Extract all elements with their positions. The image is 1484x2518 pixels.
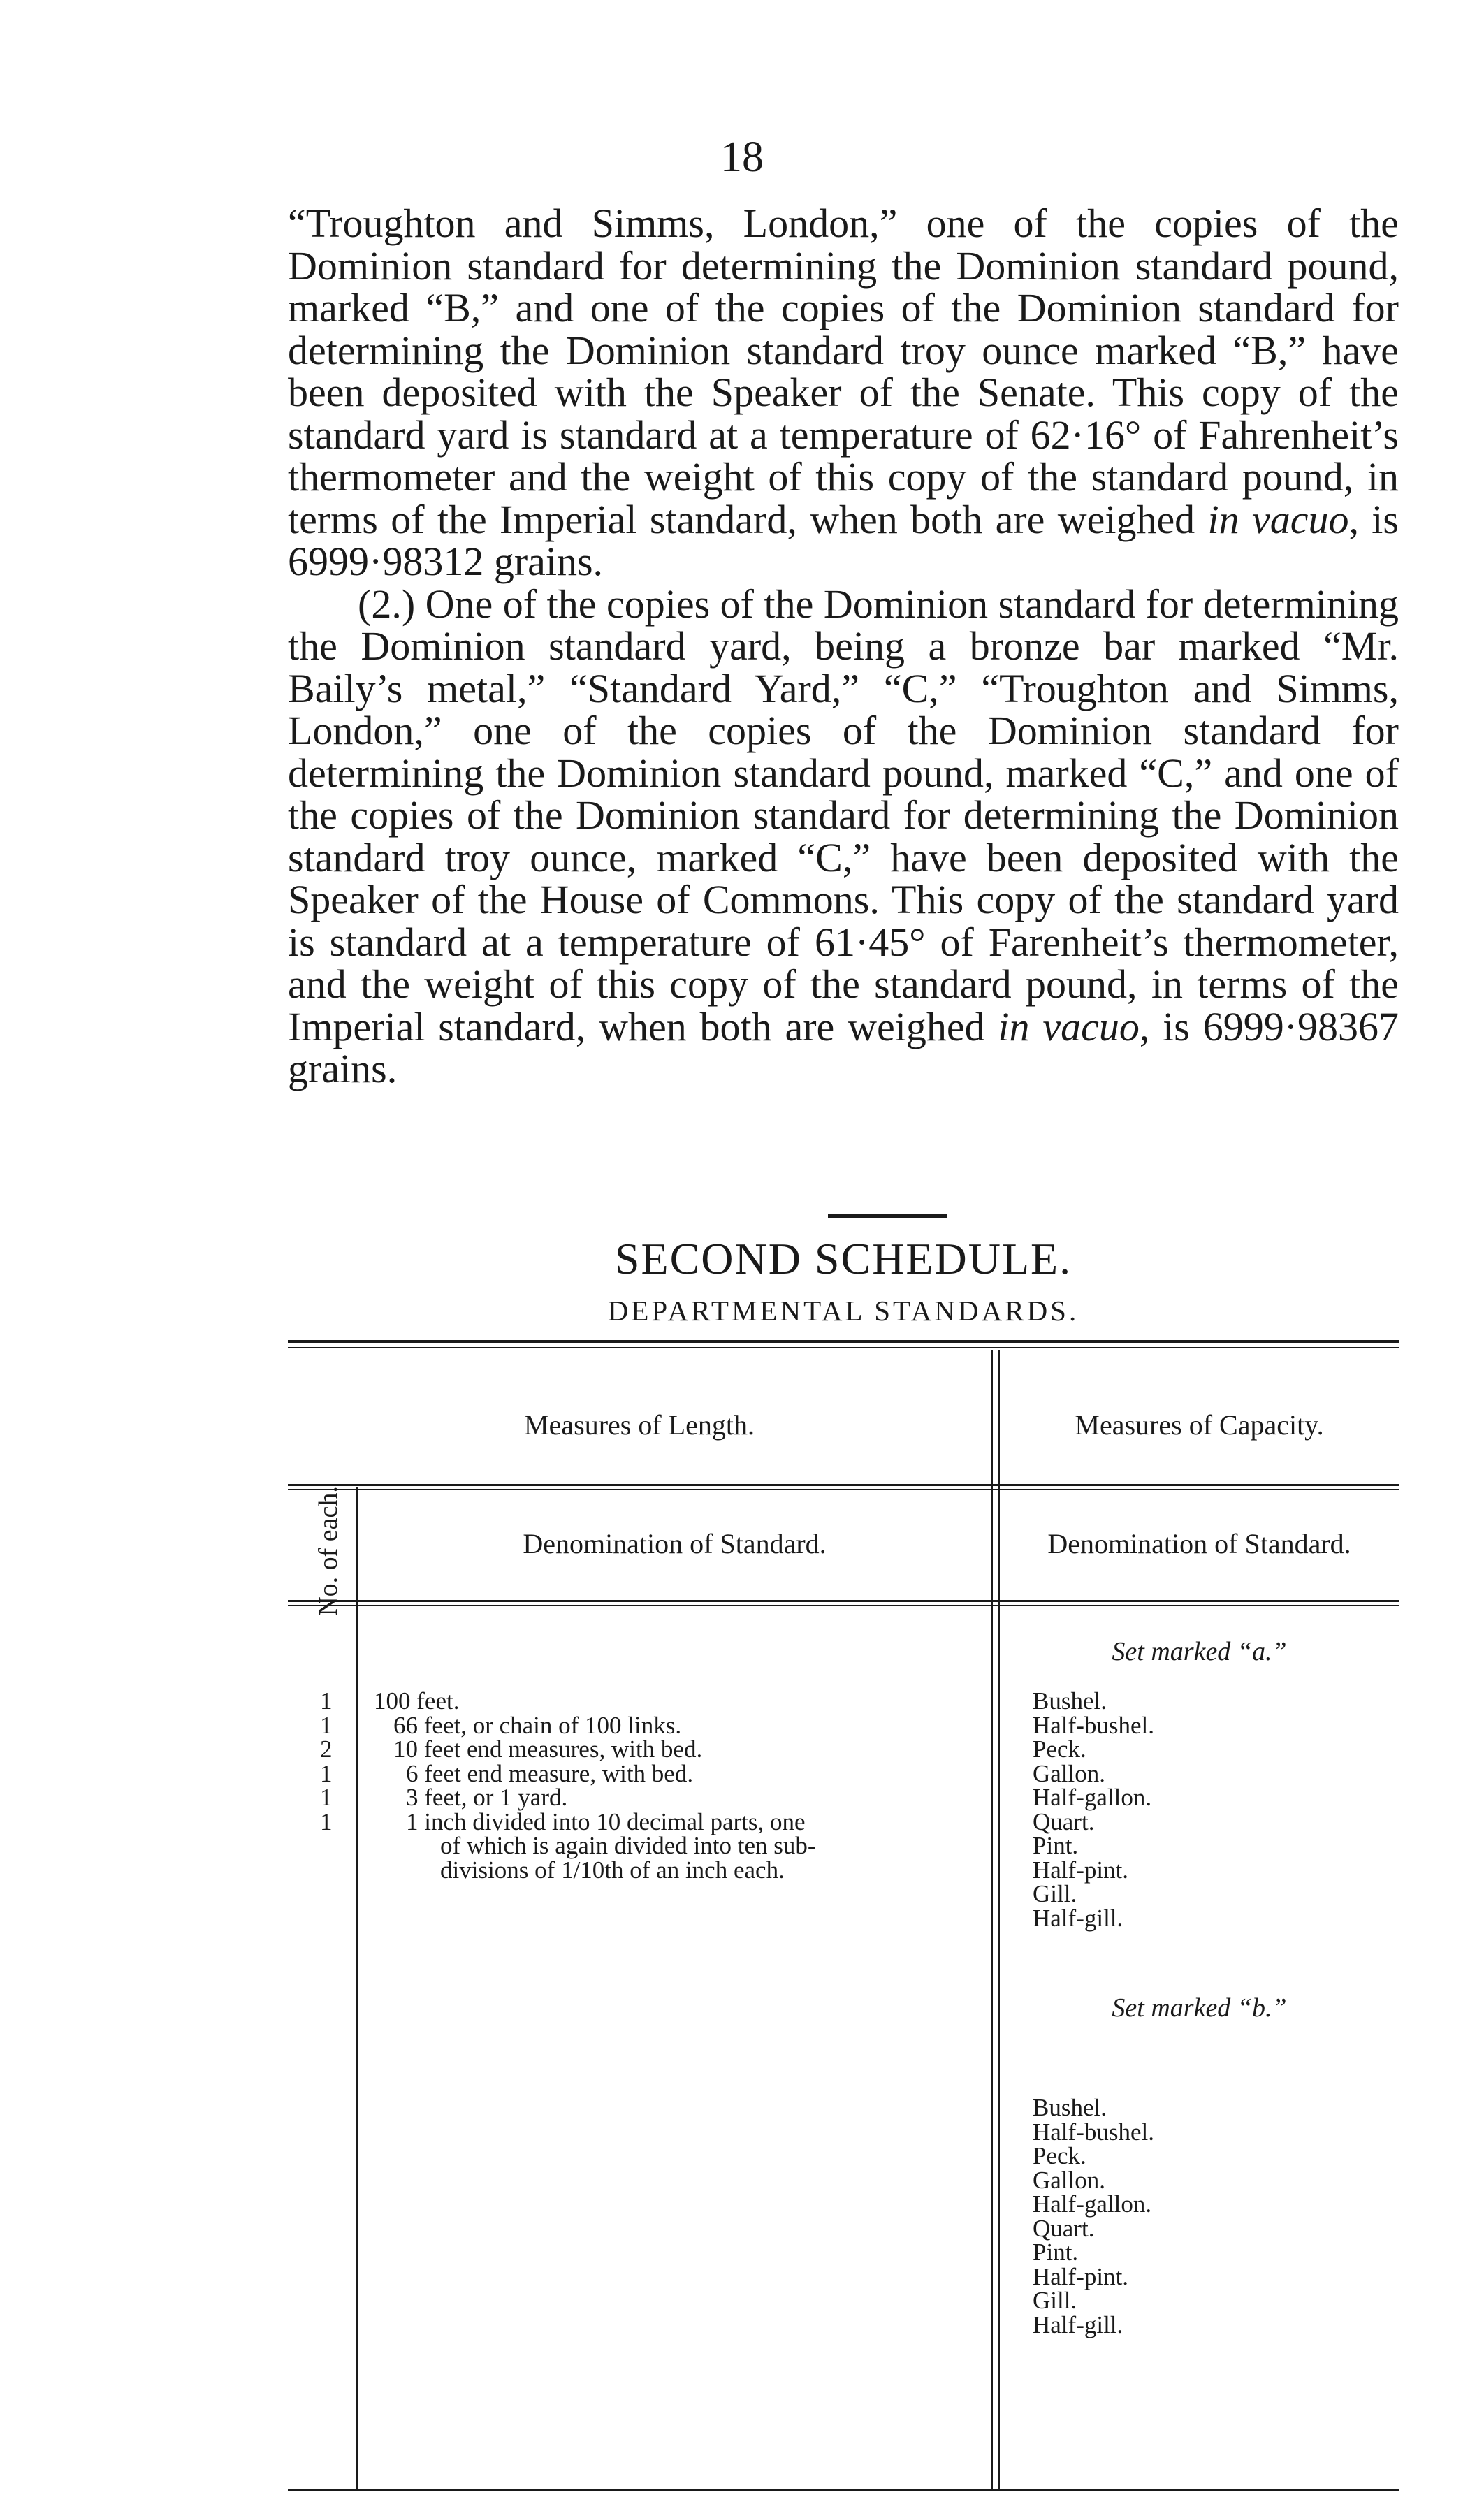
- header-denomination-length: Denomination of Standard.: [523, 1528, 827, 1559]
- paragraph-2-end: , is 6999·98367 grains.: [288, 1003, 1399, 1091]
- paragraph-2: [288, 583, 1399, 1091]
- header-measures-of-capacity: Measures of Capacity.: [1075, 1409, 1324, 1441]
- list-item: Peck.: [1033, 1735, 1086, 1763]
- list-item: Half-bushel.: [1033, 2118, 1154, 2146]
- header-denomination-capacity: Denomination of Standard.: [1047, 1528, 1351, 1559]
- paragraph-2-italic: in vacuo: [998, 1003, 1140, 1049]
- table-row: 66 feet, or chain of 100 links.: [393, 1711, 682, 1739]
- list-item: Bushel.: [1033, 2094, 1107, 2121]
- length-denomination-column: [374, 1689, 816, 1882]
- column-divider-main-2: [998, 1350, 1000, 2489]
- header-no-of-each: [290, 1486, 367, 1616]
- list-item: Gill.: [1033, 1880, 1077, 1907]
- paragraph-1-text: “Troughton and Simms, London,” one of the copies of the Dominion standard for determining the Dominion standard pound, marked “B,” and one of the copies of the Dominion standard for determining the Dominion standard troy ounce marked “B,” have been deposited with the Speaker of the Senate. This copy of the standard yard is standard at a temperature of 62·16° of Fahrenheit’s thermometer and the weight of this copy of the standard pound, in terms of the Imperial standard, when both are weighed: [288, 201, 1399, 542]
- table-row-continuation: divisions of 1/10th of an inch each.: [440, 1856, 785, 1884]
- list-item: Pint.: [1033, 1832, 1079, 1859]
- table-row: 1 inch divided into 10 decimal parts, one: [406, 1807, 806, 1835]
- table-row-count: 1: [320, 1807, 333, 1835]
- table-row: 10 feet end measures, with bed.: [393, 1735, 703, 1763]
- set-a-list: [1033, 1689, 1154, 1930]
- header-rule-2: [288, 1489, 1399, 1490]
- no-column-divider: [356, 1487, 358, 2489]
- header-rule: [288, 1484, 1399, 1486]
- list-item: Quart.: [1033, 1807, 1095, 1835]
- schedule-subtitle: DEPARTMENTAL STANDARDS.: [607, 1295, 1079, 1327]
- table-row-count: 2: [320, 1735, 333, 1763]
- table-row-continuation: of which is again divided into ten sub-: [440, 1832, 816, 1859]
- column-divider-main: [991, 1350, 993, 2489]
- subheader-rule: [288, 1600, 1399, 1602]
- list-item: Pint.: [1033, 2239, 1079, 2266]
- page-number: 18: [720, 133, 764, 181]
- table-row: 100 feet.: [374, 1687, 460, 1715]
- list-item: Half-gallon.: [1033, 2190, 1152, 2218]
- paragraph-1-italic: in vacuo: [1207, 496, 1349, 542]
- table-row-count: 1: [320, 1759, 333, 1787]
- subheader-rule-2: [288, 1605, 1399, 1606]
- list-item: Half-gill.: [1033, 1904, 1123, 1932]
- paragraph-1: [288, 203, 1399, 583]
- set-a-label: Set marked “a.”: [1112, 1637, 1287, 1666]
- paragraph-2-text: (2.) One of the copies of the Dominion standard for determining the Dominion standard yard, being a bronze bar marked “Mr. Baily’s metal,” “Standard Yard,” “C,” “Troughton and Simms, London,” one of the copies of the Dominion standard for determining the Dominion standard pound, marked “C,” and one of the copies of the Dominion standard for determining the Dominion standard troy ounce, marked “C,” have been deposited with the Speaker of the House of Commons. This copy of the standard yard is standard at a temperature of 61·45° of Farenheit’s thermometer, and the weight of this copy of the standard pound, in terms of the Imperial standard, when both are weighed: [288, 581, 1399, 1049]
- list-item: Gallon.: [1033, 1759, 1106, 1787]
- list-item: Half-gill.: [1033, 2310, 1123, 2338]
- list-item: Half-pint.: [1033, 2262, 1129, 2290]
- length-no-column: [320, 1689, 333, 1834]
- paragraph-1-end: , is 6999·98312 grains.: [288, 496, 1399, 584]
- table-top-rule: [288, 1340, 1399, 1343]
- table-row-count: 1: [320, 1687, 333, 1715]
- table-row: 6 feet end measure, with bed.: [406, 1759, 694, 1787]
- list-item: Quart.: [1033, 2214, 1095, 2242]
- list-item: Bushel.: [1033, 1687, 1107, 1715]
- list-item: Half-pint.: [1033, 1856, 1129, 1884]
- table-row-count: 1: [320, 1784, 333, 1811]
- table-row-count: 1: [320, 1711, 333, 1739]
- list-item: Peck.: [1033, 2142, 1086, 2169]
- table-row: 3 feet, or 1 yard.: [406, 1784, 568, 1811]
- header-no-of-each-label: No. of each.: [314, 1486, 343, 1616]
- set-b-label: Set marked “b.”: [1112, 1993, 1287, 2023]
- set-b-list: [1033, 2096, 1154, 2337]
- list-item: Half-gallon.: [1033, 1784, 1152, 1811]
- section-divider: [828, 1214, 947, 1218]
- schedule-title: SECOND SCHEDULE.: [614, 1234, 1072, 1283]
- table-bottom-rule: [288, 2489, 1399, 2491]
- body-text: [288, 203, 1399, 1091]
- list-item: Gallon.: [1033, 2166, 1106, 2194]
- table-top-rule-2: [288, 1347, 1399, 1348]
- list-item: Half-bushel.: [1033, 1711, 1154, 1739]
- list-item: Gill.: [1033, 2287, 1077, 2314]
- header-measures-of-length: Measures of Length.: [524, 1409, 755, 1441]
